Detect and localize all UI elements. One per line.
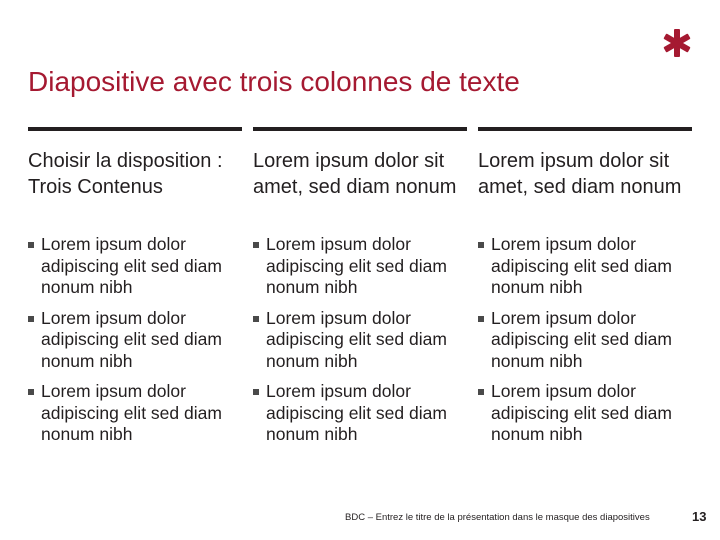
column-divider — [253, 127, 467, 131]
bullet-item — [478, 381, 692, 446]
bullet-text: Lorem ipsum dolor adipiscing elit sed diam nonum nibh — [491, 307, 672, 371]
square-bullet-icon — [253, 242, 259, 248]
square-bullet-icon — [28, 316, 34, 322]
bullet-text: Lorem ipsum dolor adipiscing elit sed diam nonum nibh — [266, 234, 447, 297]
square-bullet-icon — [478, 316, 484, 322]
bullet-list — [253, 234, 467, 446]
bullet-item — [478, 308, 692, 373]
column-heading: Lorem ipsum dolor sit amet, sed diam nonum — [253, 150, 457, 198]
bullet-item — [28, 381, 242, 446]
page-number: 13 — [692, 509, 707, 524]
bullet-text: Lorem ipsum dolor adipiscing elit sed diam nonum nibh — [41, 381, 222, 444]
text-column-1 — [28, 127, 242, 455]
square-bullet-icon — [253, 316, 259, 322]
slide-title: Diapositive avec trois colonnes de texte — [28, 66, 520, 97]
bullet-text: Lorem ipsum dolor adipiscing elit sed diam nonum nibh — [41, 307, 222, 371]
column-heading: Choisir la disposition : Trois Contenus — [28, 150, 223, 198]
bullet-text: Lorem ipsum dolor adipiscing elit sed diam nonum nibh — [41, 234, 222, 297]
bullet-text: Lorem ipsum dolor adipiscing elit sed diam nonum nibh — [491, 234, 672, 297]
bullet-text: Lorem ipsum dolor adipiscing elit sed diam nonum nibh — [266, 307, 447, 371]
footer-presentation-title: BDC – Entrez le titre de la présentation dans le masque des diapositives — [345, 512, 650, 523]
bullet-text: Lorem ipsum dolor adipiscing elit sed diam nonum nibh — [491, 381, 672, 444]
bullet-item — [28, 308, 242, 373]
bullet-list — [478, 234, 692, 446]
bullet-list — [28, 234, 242, 446]
column-heading: Lorem ipsum dolor sit amet, sed diam nonum — [478, 150, 682, 198]
asterisk-logo-icon — [662, 28, 692, 58]
square-bullet-icon — [478, 389, 484, 395]
square-bullet-icon — [253, 389, 259, 395]
column-divider — [28, 127, 242, 131]
square-bullet-icon — [28, 389, 34, 395]
bullet-item — [253, 381, 467, 446]
bullet-item — [28, 234, 242, 299]
text-column-3 — [478, 127, 692, 455]
column-divider — [478, 127, 692, 131]
square-bullet-icon — [28, 242, 34, 248]
text-column-2 — [253, 127, 467, 455]
bullet-item — [478, 234, 692, 299]
bullet-item — [253, 308, 467, 373]
bullet-text: Lorem ipsum dolor adipiscing elit sed diam nonum nibh — [266, 381, 447, 444]
bullet-item — [253, 234, 467, 299]
square-bullet-icon — [478, 242, 484, 248]
